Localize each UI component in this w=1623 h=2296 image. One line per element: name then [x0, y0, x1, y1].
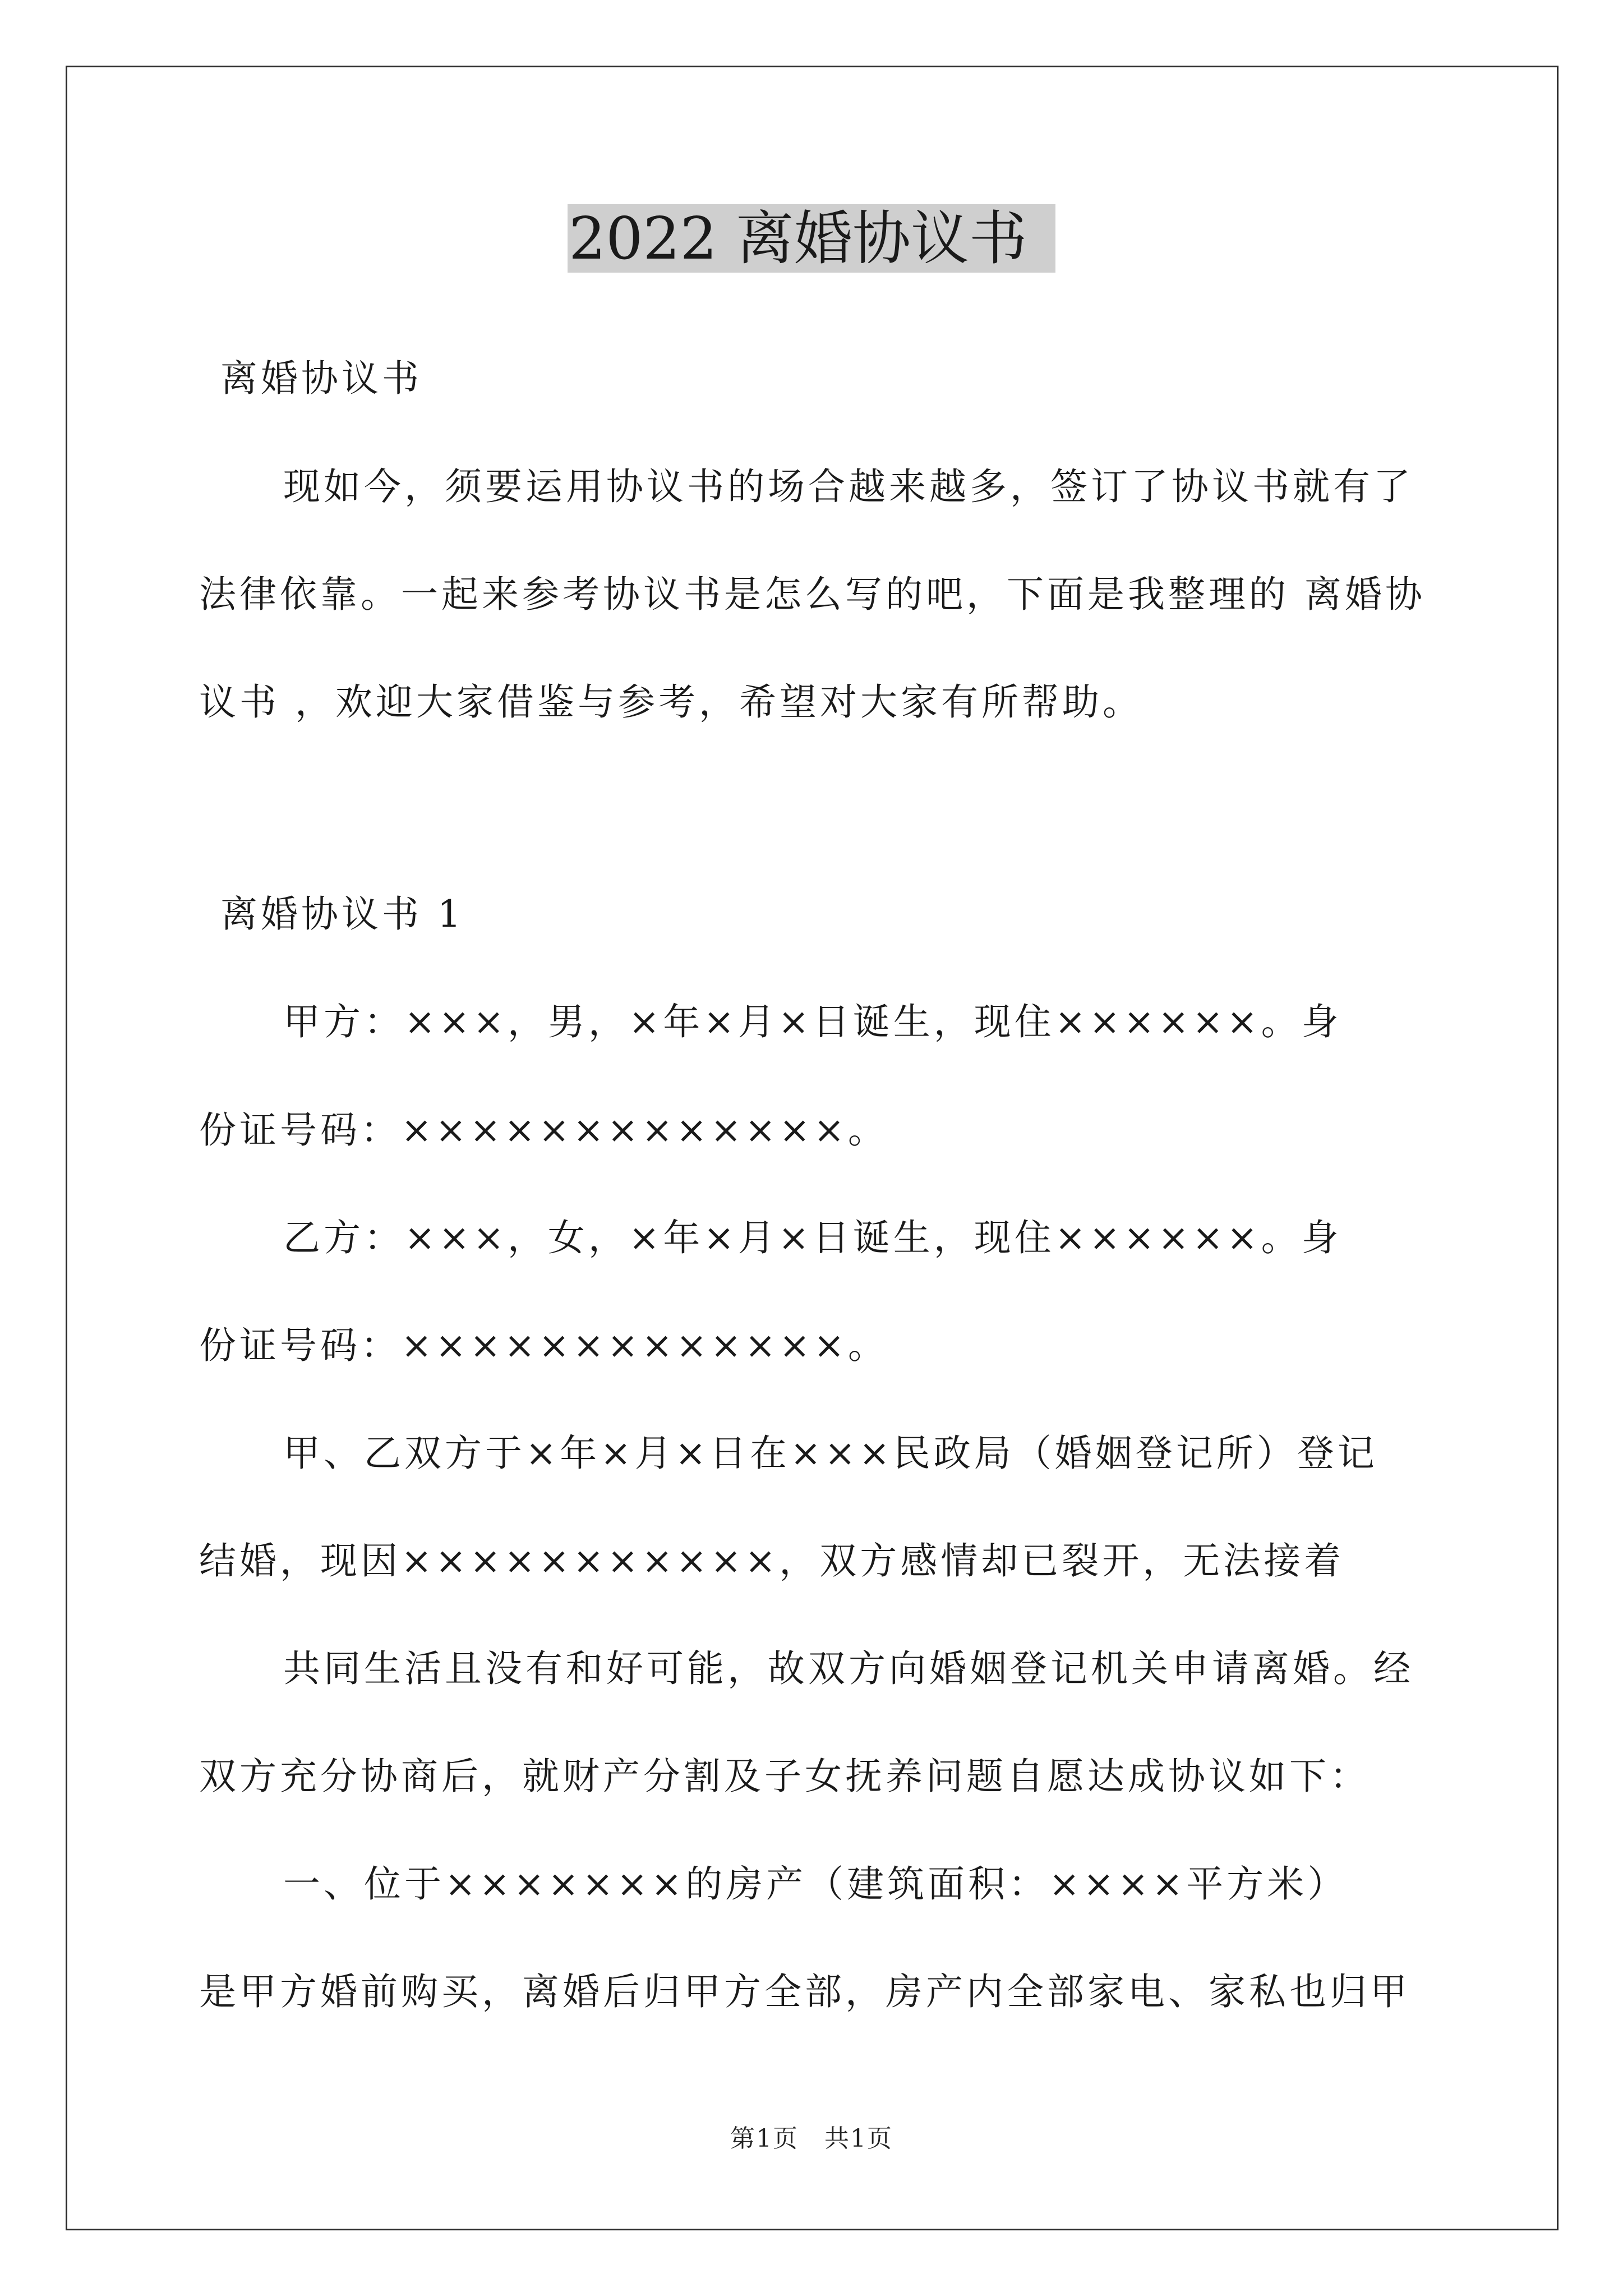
paragraph-line: 份证号码：×××××××××××××。: [199, 1324, 888, 1367]
paragraph-line: 现如今，须要运用协议书的场合越来越多，签订了协议书就有了: [283, 465, 1414, 508]
paragraph-line: 是甲方婚前购买，离婚后归甲方全部，房产内全部家电、家私也归甲: [199, 1970, 1410, 2013]
paragraph-line: 乙方：×××，女，×年×月×日诞生，现住××××××。身: [283, 1216, 1342, 1259]
paragraph-line: 双方充分协商后，就财产分割及子女抚养问题自愿达成协议如下：: [199, 1755, 1370, 1798]
document-title: [0, 199, 1623, 278]
document-title-text: 2022 离婚协议书: [568, 204, 1055, 273]
section-heading: 离婚协议书 1: [220, 892, 464, 936]
paragraph-line: 份证号码：×××××××××××××。: [199, 1108, 888, 1152]
page-number-footer: 第1页 共1页: [730, 2124, 893, 2153]
paragraph-line: 甲、乙双方于×年×月×日在×××民政局（婚姻登记所）登记: [283, 1432, 1378, 1475]
paragraph-line: 法律依靠。一起来参考协议书是怎么写的吧，下面是我整理的 离婚协: [199, 573, 1426, 616]
paragraph-line: 一、位于×××××××的房产（建筑面积：××××平方米）: [283, 1862, 1348, 1906]
paragraph-line: 共同生活且没有和好可能，故双方向婚姻登记机关申请离婚。经: [283, 1647, 1414, 1690]
paragraph-line: 议书 ，欢迎大家借鉴与参考，希望对大家有所帮助。: [199, 680, 1143, 724]
section-heading: 离婚协议书: [220, 357, 422, 400]
paragraph-line: 甲方：×××，男，×年×月×日诞生，现住××××××。身: [283, 1000, 1342, 1043]
paragraph-line: 结婚，现因×××××××××××，双方感情却已裂开，无法接着: [199, 1539, 1345, 1582]
